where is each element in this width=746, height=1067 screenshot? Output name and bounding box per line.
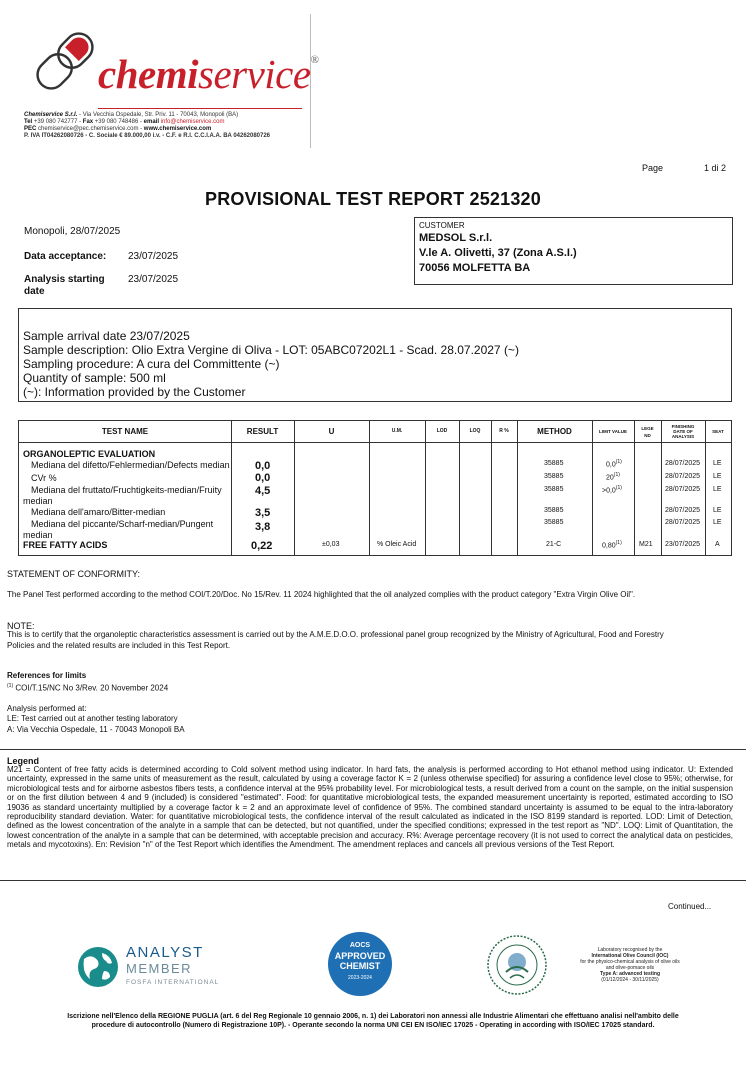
note-line-1: This is to certify that the organoleptic characteristics assessment is carried out by the A.M.E.D.O.O. professional panel group recognized by the Ministry of Agricultural, Food and Forestry — [7, 630, 664, 639]
analysis-start-label-2: date — [24, 286, 45, 297]
sampling-procedure: Sampling procedure: A cura del Committente (~) — [23, 357, 280, 371]
acceptance-label: Data acceptance: — [24, 251, 107, 262]
table-row-name: Mediana del fruttato/Fruchtigkeits-median/Fruity — [31, 485, 222, 495]
ffa-result: 0,22 — [251, 540, 273, 552]
table-row-method: 35885 — [544, 460, 564, 467]
table-row-result: 0,0 — [255, 460, 271, 472]
continued-label: Continued... — [668, 902, 712, 911]
customer-label: CUSTOMER — [419, 221, 465, 230]
th-finishing-date: FINISHING DATE OF ANALYSIS — [671, 424, 695, 439]
results-table — [18, 420, 732, 556]
table-row-method: 35885 — [544, 486, 564, 493]
th-r-pct: R % — [499, 428, 509, 434]
fosfa-analyst-badge — [76, 943, 246, 993]
company-pec: PEC chemiservice@pec.chemiservice.com - www.chemiservice.com — [24, 126, 212, 132]
table-row-finish: 28/07/2025 — [665, 486, 701, 493]
th-method: METHOD — [537, 427, 572, 436]
ffa-finish: 23/07/2025 — [665, 541, 701, 548]
table-row-seat: LE — [713, 460, 722, 467]
aocs-years: 2023-2024 — [348, 975, 372, 981]
ffa-uncertainty: ±0,03 — [322, 541, 340, 548]
table-row-result: 4,5 — [255, 485, 271, 497]
table-row-finish: 28/07/2025 — [665, 519, 701, 526]
ffa-legend: M21 — [639, 541, 653, 548]
th-um: U.M. — [391, 428, 403, 434]
th-limit-value: LIMIT VALUE — [599, 429, 627, 434]
report-title: PROVISIONAL TEST REPORT 2521320 — [205, 189, 541, 209]
performed-a: A: Via Vecchia Ospedale, 11 - 70043 Monopoli BA — [7, 725, 185, 734]
th-seat: SEAT — [712, 429, 724, 434]
member-label: MEMBER — [126, 961, 193, 976]
registration-footer: Iscrizione nell'Elenco della REGIONE PUGLIA (art. 6 del Reg Regionale 10 gennaio 2006, n. 1) dei Laboratori non annessi alle Industrie Alimentari che effettuano analisi nell'ambito delle procedure di autocontrollo (Numero di Registrazione 10P). - Operante secondo la norma UNI CEI EN ISO/IEC 17025 - Operating in according with ISO/IEC 17025 standard. — [67, 1013, 679, 1029]
ioc-recognition-text: Laboratory recognised by the International Olive Council (IOC) for the physico-chemical analysis of olive oils and olive-pomace oils Type A: advanced testing (01/12/2024 - 30/11/2025) — [580, 947, 680, 983]
aocs-approved-chemist-badge — [328, 932, 392, 996]
sample-note: (~): Information provided by the Customer — [23, 385, 246, 399]
acceptance-value: 23/07/2025 — [128, 251, 179, 262]
brand-name: chemiservice® — [98, 51, 319, 97]
customer-city: 70056 MOLFETTA BA — [419, 262, 531, 274]
chemiservice-logo-icon — [26, 22, 104, 100]
sample-quantity: Quantity of sample: 500 ml — [23, 371, 166, 385]
analysis-start-label: Analysis starting — [24, 274, 105, 285]
company-address: Chemiservice S.r.l. - Via Vecchia Ospedale, Str. Priv. 11 - 70043, Monopoli (BA) — [24, 112, 239, 118]
table-row-name: Mediana del piccante/Scharf-median/Pungent — [31, 519, 214, 529]
th-result: RESULT — [246, 427, 279, 436]
sample-arrival: Sample arrival date 23/07/2025 — [23, 329, 190, 343]
section-organoleptic: ORGANOLEPTIC EVALUATION — [23, 449, 156, 459]
table-row-name-cont: median — [23, 530, 53, 540]
table-row-seat: LE — [713, 486, 722, 493]
ffa-unit: % Oleic Acid — [377, 541, 417, 548]
legend-text: M21 = Content of free fatty acids is determined according to Cold solvent method using indicator. In hard fats, the analysis is performed according to Hot ethanol method using indicator. U: Extended uncertainty, expressed in the same units of measurement as the result, calculated by using a coverage factor K = 2 (unless otherwise specified) for assuring a confidence level close to 95%; otherwise, for microbiological tests and for airborne asbestos fibers tests, a confidence interval at the 95% probability level. For microbiological tests, a result derived from a count on the sample, on the initial suspension or on the first dilution between 4 and 9 (included) is considered "estimated". Food: for quantitative microbiological tests, the expanded measurement uncertainty is reported, estimated according to ISO 19036 as standard uncertainty multiplied by a coverage factor k = 2 and an approximate level of confidence of 95%. The combined standard uncertainty is assumed to be equal to the intra-laboratory reproducibility standard deviation. Water: for quantitative microbiological tests, the confidence interval of the result calculated as indicated in the ISO 8199 standard is reported. LOD: Limit of Detection, defined as the lowest concentration of the analyte in a sample that can be detected, but not quantified, under the specified conditions; expressed in the test report as "ND". LOQ: Limit of Quantitation, the lowest concentration of the analyte in a sample that can be determined, with acceptable precision and accuracy. R%: Average percentage recovery (it is not used to correct the analytical data on pesticides, metals and mycotoxins). En: Revision "n" of the Test Report which identifies the Amendment. The amendment replaces and cancels all previous versions of the Test Report. — [7, 765, 733, 850]
customer-name: MEDSOL S.r.l. — [419, 232, 493, 244]
table-row-seat: LE — [713, 473, 722, 480]
section-free-fatty-acids: FREE FATTY ACIDS — [23, 540, 108, 550]
th-u: U — [328, 427, 335, 436]
th-lod: LOD — [436, 428, 448, 434]
table-row-name-cont: median — [23, 496, 53, 506]
page-number: 1 di 2 — [704, 163, 727, 173]
table-row-limit: >0,0$^{(1)}$ — [602, 485, 622, 495]
conformity-text: The Panel Test performed according to the method COI/T.20/Doc. No 15/Rev. 11 2024 highlighted that the oil analyzed complies with the product category "Extra Virgin Olive Oil". — [7, 590, 636, 599]
table-row-finish: 28/07/2025 — [665, 507, 701, 514]
analyst-label: ANALYST — [126, 944, 204, 961]
company-header — [24, 14, 319, 148]
th-legend: LEGE ND — [641, 425, 654, 438]
analysis-start-value: 23/07/2025 — [128, 274, 179, 285]
customer-address: V.le A. Olivetti, 37 (Zona A.S.I.) — [419, 247, 577, 259]
aocs-label: AOCS — [349, 942, 371, 949]
table-row-limit: 20$^{(1)}$ — [606, 472, 620, 482]
performed-le: LE: Test carried out at another testing laboratory — [7, 714, 178, 723]
sample-description: Sample description: Olio Extra Vergine di Oliva - LOT: 05ABC07202L1 - Scad. 28.07.2027 (~) — [23, 343, 519, 357]
globe-icon — [76, 945, 120, 989]
table-row-name: CVr % — [31, 473, 57, 483]
brand-underline — [98, 108, 302, 109]
company-contacts: Tel +39 080 742777 - Fax +39 080 748486 - email info@chemiservice.com — [24, 119, 225, 125]
ffa-method: 21-C — [546, 541, 562, 548]
table-row-finish: 28/07/2025 — [665, 460, 701, 467]
table-row-seat: LE — [713, 519, 722, 526]
sample-info-box — [18, 308, 732, 402]
ffa-seat: A — [715, 541, 720, 548]
legend-box — [0, 749, 746, 881]
table-row-name: Mediana dell'amaro/Bitter-median — [31, 507, 166, 517]
reference-1: $^{(1)}$ COI/T.15/NC No 3/Rev. 20 November 2024 — [7, 683, 169, 693]
place-date: Monopoli, 28/07/2025 — [24, 226, 121, 237]
table-row-limit: 0,0$^{(1)}$ — [606, 459, 622, 469]
references-title: References for limits — [7, 671, 87, 680]
ffa-limit: 0,80$^{(1)}$ — [602, 540, 622, 550]
fosfa-label: FOSFA INTERNATIONAL — [126, 979, 220, 986]
note-line-2: Policies and the related results are included in this Test Report. — [7, 641, 231, 650]
table-row-result: 3,5 — [255, 507, 271, 519]
aocs-chemist: CHEMIST — [339, 961, 381, 971]
table-row-result: 0,0 — [255, 472, 271, 484]
table-row-finish: 28/07/2025 — [665, 473, 701, 480]
legend-title: Legend — [7, 756, 40, 766]
performed-title: Analysis performed at: — [7, 704, 87, 713]
table-row-method: 35885 — [544, 519, 564, 526]
table-row-method: 35885 — [544, 473, 564, 480]
page-label: Page — [642, 163, 664, 173]
customer-box — [414, 217, 733, 285]
aocs-approved: APPROVED — [334, 951, 386, 961]
table-row-seat: LE — [713, 507, 722, 514]
table-row-result: 3,8 — [255, 521, 271, 533]
th-loq: LOQ — [469, 428, 481, 434]
th-test-name: TEST NAME — [101, 427, 149, 436]
note-title: NOTE: — [7, 621, 35, 631]
table-row-name: Mediana del difetto/Fehlermedian/Defects median — [31, 460, 230, 470]
company-vat: P. IVA IT04262080726 - C. Sociale € 89.000,00 i.v. - C.F. e R.I. C.C.I.A.A. BA 04262080726 — [24, 133, 271, 139]
ioc-seal-icon — [486, 934, 548, 996]
table-row-method: 35885 — [544, 507, 564, 514]
conformity-title: STATEMENT OF CONFORMITY: — [7, 569, 141, 579]
